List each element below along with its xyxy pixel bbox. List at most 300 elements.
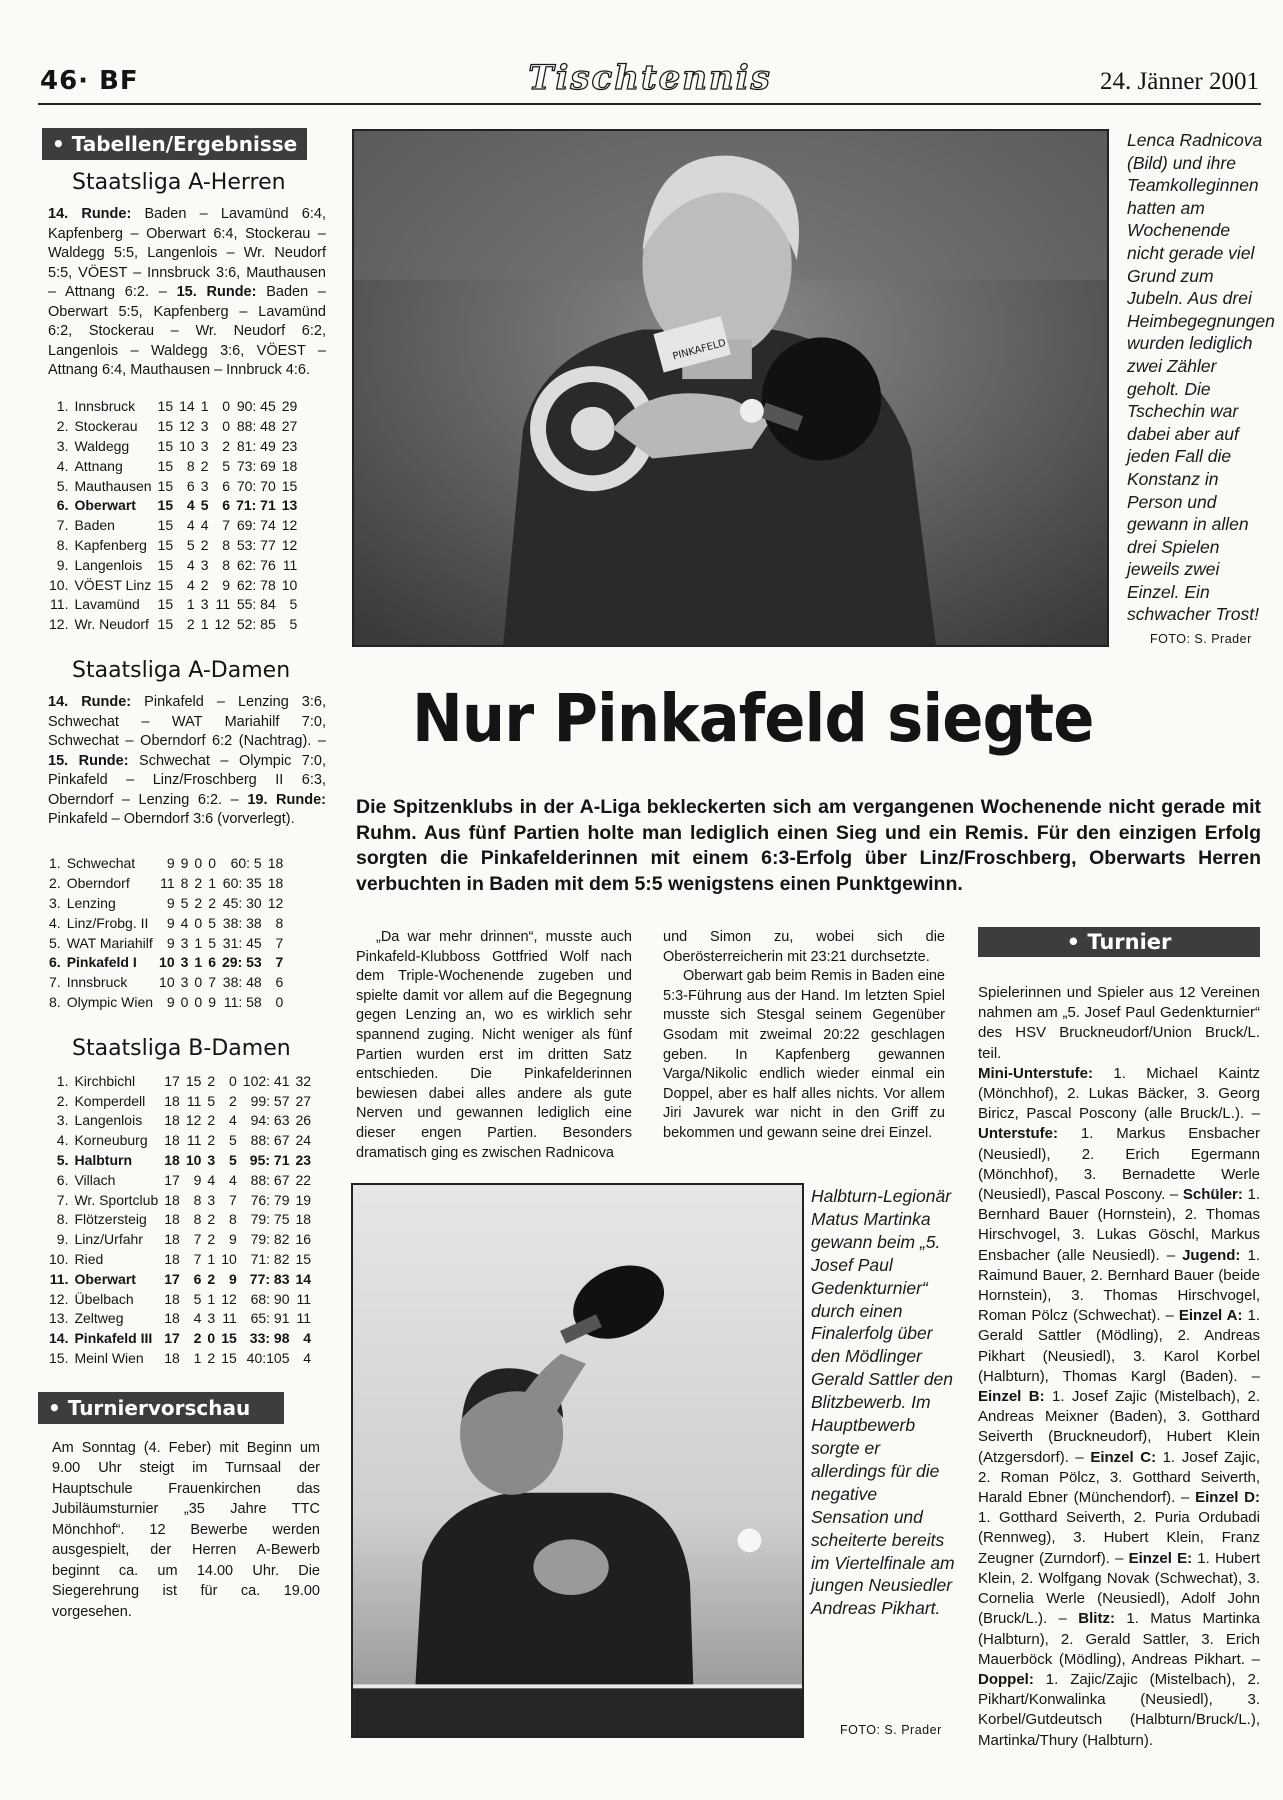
standings-sp: 10 (159, 974, 175, 991)
standings-sp: 15 (157, 536, 174, 553)
standings-row (46, 416, 300, 436)
player-illustration (353, 1185, 802, 1736)
standings-team: VÖEST Linz (74, 576, 152, 593)
standings-pts: 14 (295, 1270, 312, 1287)
standings-s: 9 (180, 855, 189, 872)
herren-standings-table (46, 397, 300, 635)
standings-pts: 4 (303, 1349, 312, 1366)
standings-u: 1 (207, 1290, 216, 1307)
standings-u: 2 (207, 1132, 216, 1149)
standings-n: 6 (222, 497, 231, 514)
standings-rank: 11. (49, 1270, 69, 1287)
standings-s: 12 (185, 1112, 202, 1129)
standings-pts: 8 (275, 914, 284, 931)
standings-sp: 18 (164, 1152, 180, 1169)
body-column-2 (663, 928, 945, 1144)
result-label: 14. Runde: (48, 694, 132, 711)
standings-n: 0 (222, 398, 231, 415)
standings-row (46, 456, 300, 476)
standings-n: 4 (228, 1112, 237, 1129)
standings-s: 8 (193, 1191, 202, 1208)
category-label: Doppel: (978, 1670, 1034, 1688)
standings-n: 2 (222, 437, 231, 454)
standings-row (46, 575, 300, 595)
standings-sets: 40:105 (246, 1349, 290, 1366)
standings-sp: 15 (157, 437, 174, 454)
standings-team: Wr. Sportclub (74, 1191, 159, 1208)
standings-s: 2 (186, 616, 195, 633)
standings-pts: 11 (296, 1290, 312, 1307)
result-text: Pinkafeld – Lenzing 3:6, Schwechat – WAT Mariahilf 7:0, Schwechat – Oberndorf 6:2 (Nachtrag). – (48, 694, 326, 750)
standings-pts: 18 (295, 1211, 312, 1228)
standings-s: 3 (180, 934, 189, 951)
standings-n: 2 (228, 1092, 237, 1109)
standings-pts: 23 (281, 437, 298, 454)
standings-s: 10 (179, 437, 195, 454)
standings-s: 5 (193, 1290, 202, 1307)
standings-u: 1 (200, 616, 209, 633)
standings-s: 12 (179, 418, 195, 435)
body-paragraph: „Da war mehr drinnen“, musste auch Pinkafeld-Klubboss Gottfried Wolf nach dem Triple-Wochenende zugeben und spielte damit vor allem auf die Begegnung gegen Lenzing an, wo es wirklich sehr spannend zuging. Nicht weniger als fünf Partien wurden erst im dritten Satz entschieden. Die Pinkafelderinnen bewiesen dabei alles andere als gute Nerven und gewannen lediglich eine dieser engen Partien. Besonders dramatisch ging es zwischen Radnicova (356, 929, 632, 1161)
standings-pts: 15 (281, 477, 298, 494)
standings-sets: 88: 67 (250, 1132, 290, 1149)
category-label: Unterstufe: (978, 1125, 1059, 1143)
standings-n: 0 (222, 418, 231, 435)
result-text: Schwechat – Olympic 7:0, Pinkafeld – Linz/Froschberg II 6:3, Oberndorf – Lenzing 6:2. – (48, 752, 326, 808)
standings-u: 0 (207, 1330, 216, 1347)
standings-sp: 15 (157, 596, 174, 613)
standings-u: 0 (194, 855, 203, 872)
standings-sets: 79: 75 (250, 1211, 290, 1228)
standings-rank: 3. (49, 895, 61, 912)
photo-martinka (351, 1183, 804, 1738)
standings-n: 5 (222, 457, 231, 474)
standings-n: 7 (222, 517, 231, 534)
standings-n: 8 (222, 556, 231, 573)
standings-rank: 8. (56, 536, 69, 553)
standings-team: Mauthausen (74, 477, 152, 494)
damen-a-standings-table (46, 854, 286, 1012)
standings-sp: 15 (157, 556, 174, 573)
standings-sets: 102: 41 (242, 1072, 290, 1089)
standings-u: 2 (207, 1112, 216, 1129)
standings-u: 0 (194, 914, 203, 931)
category-label: Schüler: (1182, 1186, 1243, 1204)
standings-team: Lenzing (66, 895, 116, 912)
standings-u: 2 (194, 895, 203, 912)
standings-sets: 99: 57 (250, 1092, 290, 1109)
tournament-categories (978, 1064, 1260, 1751)
standings-row (46, 555, 300, 575)
standings-n: 5 (228, 1132, 237, 1149)
standings-row (46, 1348, 314, 1368)
standings-sp: 9 (166, 855, 175, 872)
standings-pts: 15 (295, 1251, 312, 1267)
standings-rank: 9. (56, 556, 69, 573)
standings-rank: 1. (56, 398, 69, 415)
standings-rank: 8. (49, 994, 61, 1011)
standings-sets: 73: 69 (236, 457, 276, 474)
standings-s: 0 (180, 994, 189, 1011)
standings-team: Oberwart (74, 497, 136, 514)
standings-sp: 18 (164, 1191, 180, 1208)
standings-u: 2 (207, 1231, 216, 1248)
standings-s: 11 (186, 1092, 202, 1109)
player-illustration (354, 131, 1107, 645)
left-column (38, 128, 326, 1622)
standings-sp: 15 (157, 477, 174, 494)
standings-sp: 9 (166, 994, 175, 1011)
standings-u: 5 (200, 497, 209, 514)
standings-sp: 17 (164, 1171, 180, 1188)
result-label: 19. Runde: (247, 791, 326, 808)
standings-u: 3 (207, 1152, 216, 1169)
photo-radnicova (352, 129, 1109, 647)
standings-pts: 11 (296, 1310, 312, 1327)
standings-sets: 77: 83 (249, 1270, 290, 1287)
standings-row (46, 1170, 314, 1190)
standings-sets: 90: 45 (236, 398, 276, 415)
standings-pts: 23 (295, 1152, 312, 1169)
standings-s: 7 (193, 1251, 202, 1267)
standings-n: 9 (228, 1231, 237, 1248)
standings-u: 2 (200, 536, 209, 553)
standings-pts: 32 (295, 1072, 312, 1089)
standings-rank: 5. (49, 934, 61, 951)
standings-u: 3 (200, 477, 209, 494)
standings-n: 8 (228, 1211, 237, 1228)
category-results: 1. Josef Zajic (Mistelbach), 2. Andreas Meixner (Baden), 3. Gotthard Seiverth (Bruckneudorf), Hubert Klein (Atzgersdorf). – (978, 1388, 1260, 1466)
standings-sets: 81: 49 (236, 437, 276, 454)
result-label: 15. Runde: (48, 752, 129, 769)
damen-b-title: Staatsliga B-Damen (72, 1035, 291, 1061)
standings-pts: 27 (281, 418, 298, 435)
standings-rank: 2. (56, 418, 69, 435)
tournament-intro: Spielerinnen und Spieler aus 12 Vereinen nahmen am „5. Josef Paul Gedenkturnier“ des HSV Bruckneudorf/Union Bruck/L. teil. (978, 984, 1260, 1062)
standings-sets: 95: 71 (249, 1152, 290, 1169)
standings-sets: 53: 77 (236, 536, 276, 553)
standings-team: Korneuburg (74, 1132, 148, 1149)
header-rule (38, 103, 1261, 105)
standings-pts: 18 (267, 875, 284, 892)
standings-row (46, 1249, 314, 1269)
standings-sp: 18 (164, 1251, 180, 1267)
standings-u: 2 (207, 1072, 216, 1089)
standings-n: 15 (221, 1349, 237, 1366)
standings-pts: 10 (281, 576, 298, 593)
standings-row (46, 893, 286, 913)
tables-results-heading: • Tabellen/Ergebnisse (42, 128, 307, 160)
standings-n: 5 (228, 1152, 237, 1169)
standings-pts: 12 (281, 536, 298, 553)
standings-sets: 65: 91 (250, 1310, 290, 1327)
standings-rank: 12. (49, 616, 69, 633)
standings-u: 3 (200, 596, 209, 613)
standings-u: 5 (207, 1092, 216, 1109)
standings-s: 7 (193, 1231, 202, 1248)
standings-sp: 11 (160, 875, 175, 892)
standings-sp: 15 (157, 457, 174, 474)
standings-team: Kapfenberg (74, 536, 147, 553)
standings-sets: 88: 48 (236, 418, 276, 435)
standings-pts: 6 (275, 974, 284, 991)
section-title: Tischtennis (528, 58, 772, 98)
standings-n: 15 (221, 1330, 237, 1347)
standings-row (46, 1130, 314, 1150)
standings-sets: 88: 67 (250, 1171, 290, 1188)
standings-u: 3 (207, 1191, 216, 1208)
standings-n: 12 (221, 1290, 237, 1307)
standings-s: 4 (186, 497, 195, 514)
standings-n: 0 (228, 1072, 237, 1089)
standings-u: 4 (200, 517, 209, 534)
standings-sets: 76: 79 (250, 1191, 290, 1208)
standings-pts: 29 (281, 398, 298, 415)
standings-team: Attnang (74, 457, 123, 474)
standings-rank: 7. (56, 517, 69, 534)
standings-u: 2 (200, 457, 209, 474)
standings-team: Pinkafeld I (66, 954, 137, 971)
standings-team: Langenlois (74, 556, 143, 573)
standings-u: 1 (200, 398, 209, 415)
standings-rank: 3. (56, 437, 69, 454)
issue-date: 24. Jänner 2001 (1100, 68, 1259, 95)
standings-team: Ried (74, 1251, 104, 1267)
standings-rank: 2. (49, 875, 61, 892)
standings-sets: 62: 76 (236, 556, 276, 573)
standings-rank: 8. (56, 1211, 69, 1228)
standings-sp: 17 (164, 1072, 180, 1089)
standings-team: Waldegg (74, 437, 130, 454)
standings-s: 11 (186, 1132, 202, 1149)
standings-team: Lavamünd (74, 596, 140, 613)
standings-s: 6 (186, 477, 195, 494)
standings-sp: 18 (164, 1092, 180, 1109)
standings-n: 12 (214, 616, 231, 633)
standings-sp: 18 (164, 1290, 180, 1307)
shirt-label: PINKAFELD (671, 337, 728, 363)
standings-sets: 45: 30 (222, 895, 262, 912)
standings-u: 3 (200, 418, 209, 435)
standings-rank: 6. (56, 1171, 69, 1188)
standings-row (46, 594, 300, 614)
standings-team: Baden (74, 517, 115, 534)
category-label: Einzel E: (1128, 1549, 1193, 1567)
standings-sets: 55: 84 (236, 596, 276, 613)
standings-u: 3 (207, 1310, 216, 1327)
standings-sp: 9 (166, 914, 175, 931)
standings-n: 7 (208, 974, 217, 991)
standings-sp: 15 (157, 616, 174, 633)
standings-s: 8 (186, 457, 195, 474)
standings-pts: 26 (295, 1112, 312, 1129)
category-label: Einzel C: (1090, 1448, 1157, 1466)
standings-s: 3 (180, 974, 189, 991)
standings-row (46, 1190, 314, 1210)
standings-n: 6 (222, 477, 231, 494)
category-results: 1. Hubert Klein, 2. Wolfgang Novak (Schwechat), 3. Cornelia Werle (Neusiedl), Adolf John (Bruck/L.). – (978, 1549, 1261, 1628)
standings-rank: 10. (49, 576, 69, 593)
category-results: 1. Raimund Bauer, 2. Bernhard Bauer (beide Hornstein), 3. Thomas Hirschvogel, Roman Pölcz (Schwechat). – (978, 1246, 1260, 1325)
standings-rank: 9. (56, 1231, 69, 1248)
category-results: 1. Michael Kaintz (Mönchhof), 2. Lukas Bäcker, 3. Georg Biricz, Pascal Poscony (alle Bruck/L.). – (978, 1064, 1260, 1123)
standings-pts: 16 (295, 1231, 312, 1248)
standings-sets: 79: 82 (250, 1231, 290, 1248)
standings-s: 1 (186, 596, 195, 613)
standings-row (46, 1091, 314, 1111)
standings-team: Meinl Wien (74, 1349, 144, 1366)
standings-sp: 18 (164, 1132, 180, 1149)
category-label: Einzel D: (1195, 1489, 1261, 1507)
standings-sets: 68: 90 (250, 1290, 290, 1307)
standings-n: 8 (222, 536, 231, 553)
preview-text: Am Sonntag (4. Feber) mit Beginn um 9.00 Uhr steigt im Turnsaal der Hauptschule Frauenkirchen das Jubiläumsturnier „35 Jahre TTC Mönchhof“. 12 Bewerbe werden ausgespielt, der Herren A-Bewerb beginnt ca. um 14.00 Uhr. Die Siegerehrung ist für ca. 19.00 vorgesehen. (52, 1439, 320, 1620)
standings-n: 10 (221, 1251, 237, 1267)
category-label: Blitz: (1078, 1610, 1115, 1628)
standings-pts: 19 (295, 1191, 312, 1208)
standings-n: 7 (228, 1191, 237, 1208)
standings-s: 4 (186, 517, 195, 534)
herren-title: Staatsliga A-Herren (72, 170, 286, 195)
standings-rank: 2. (56, 1092, 69, 1109)
standings-team: Schwechat (66, 855, 136, 872)
category-label: Jugend: (1182, 1246, 1241, 1264)
standings-team: Wr. Neudorf (74, 616, 149, 633)
result-text: Baden – Oberwart 5:5, Kapfenberg – Lavamünd 6:2, Stockerau – Wr. Neudorf 6:2, Langenlois – Waldegg 3:6, VÖEST – Attnang 6:4, Mauthausen – Innbruck 4:6. (48, 284, 326, 378)
standings-team: Zeltweg (74, 1310, 124, 1327)
standings-s: 10 (185, 1152, 202, 1169)
category-results: 1. Gotthard Seiverth, 2. Puria Ordubadi (Rennweg), 3. Hubert Klein, Franz Zeugner (Zurndorf). – (978, 1509, 1260, 1567)
damen-b-standings-table (46, 1071, 314, 1368)
standings-s: 15 (185, 1072, 202, 1089)
standings-row (46, 515, 300, 535)
standings-team: Halbturn (74, 1152, 133, 1169)
category-label: Einzel A: (1178, 1307, 1243, 1325)
tournament-results (978, 983, 1260, 1751)
standings-n: 5 (208, 914, 217, 931)
standings-n: 5 (208, 934, 217, 951)
standings-row (46, 397, 300, 417)
standings-row (46, 1071, 314, 1091)
standings-u: 2 (194, 875, 203, 892)
standings-rank: 4. (56, 1132, 69, 1149)
article-headline: Nur Pinkafeld siegte (412, 680, 1094, 757)
standings-rank: 14. (49, 1330, 69, 1347)
photo2-caption: Halbturn-Legionär Matus Martinka gewann beim „5. Josef Paul Gedenkturnier“ durch einen Finalerfolg über den Mödlinger Gerald Sattler den Blitzbewerb. Im Hauptbewerb sorgte er allerdings für die negative Sensation und scheiterte bereits im Viertelfinale am jungen Neusiedler Andreas Pikhart. (811, 1186, 955, 1619)
standings-sets: 69: 74 (236, 517, 276, 534)
damen-a-results (38, 693, 326, 830)
standings-sp: 9 (166, 895, 175, 912)
standings-u: 1 (194, 954, 203, 971)
body-paragraph: und Simon zu, wobei sich die Oberösterreicherin mit 23:21 durchsetzte. (663, 929, 945, 965)
standings-u: 2 (207, 1349, 216, 1366)
standings-sets: 94: 63 (250, 1112, 290, 1129)
standings-rank: 7. (49, 974, 61, 991)
standings-row (46, 1210, 314, 1230)
standings-pts: 5 (289, 616, 298, 633)
standings-s: 2 (193, 1330, 202, 1347)
standings-pts: 11 (282, 556, 298, 573)
standings-s: 3 (180, 954, 189, 971)
standings-n: 11 (222, 1310, 237, 1327)
standings-row (46, 436, 300, 456)
standings-row (46, 495, 300, 515)
standings-row (46, 953, 286, 973)
result-label: 14. Runde: (48, 206, 132, 222)
standings-pts: 27 (295, 1092, 312, 1109)
standings-pts: 5 (289, 596, 298, 613)
standings-sp: 17 (164, 1330, 180, 1347)
tournament-heading: • Turnier (978, 927, 1260, 957)
page-number: 46· BF (40, 66, 139, 96)
standings-row (46, 854, 286, 874)
standings-n: 1 (208, 875, 217, 892)
standings-sp: 18 (164, 1349, 180, 1366)
standings-row (46, 913, 286, 933)
standings-u: 4 (207, 1171, 216, 1188)
standings-n: 4 (228, 1171, 237, 1188)
standings-row (46, 1150, 314, 1170)
standings-rank: 3. (56, 1112, 69, 1129)
standings-u: 1 (194, 934, 203, 951)
standings-team: Oberndorf (66, 875, 130, 892)
category-results: 1. Markus Ensbacher (Neusiedl), 2. Erich Egermann (Mönchhof), 3. Bernadette Werle (Neusiedl), Pascal Poscony. – (978, 1125, 1260, 1204)
standings-pts: 4 (303, 1330, 312, 1347)
standings-sp: 15 (157, 497, 174, 514)
standings-u: 2 (207, 1211, 216, 1228)
standings-row (46, 1309, 314, 1329)
standings-s: 5 (186, 536, 195, 553)
standings-team: Flötzersteig (74, 1211, 147, 1228)
damen-a-title: Staatsliga A-Damen (72, 658, 291, 684)
category-results: 1. Zajic/Zajic (Mistelbach), 2. Pikhart/Konwalinka (Neusiedl), 3. Korbel/Gutdeutsch (Halbturn/Bruck/L.), Martinka/Thury (Halbturn). (978, 1670, 1260, 1749)
standings-rank: 4. (56, 457, 69, 474)
standings-rank: 1. (49, 855, 61, 872)
standings-sp: 15 (157, 576, 174, 593)
standings-team: Stockerau (74, 418, 138, 435)
standings-team: WAT Mariahilf (66, 934, 153, 951)
standings-n: 9 (208, 994, 217, 1011)
standings-sets: 31: 45 (222, 934, 262, 951)
standings-row (46, 1269, 314, 1289)
standings-s: 1 (193, 1349, 202, 1366)
category-results: 1. Gerald Sattler (Mödling), 2. Andreas Pikhart (Neusiedl), 3. Karol Korbel (Halbturn), Thomas Kargl (Baden). – (978, 1307, 1260, 1385)
standings-row (46, 972, 286, 992)
photo1-caption: Lenca Radnicova (Bild) und ihre Teamkolleginnen hatten am Wochenende nicht gerade viel Grund zum Jubeln. Aus drei Heimbegegnungen wurden lediglich zwei Zähler geholt. Die Tschechin war dabei aber auf jeden Fall die Konstanz in Person und gewann in allen drei Spielen jeweils zwei Einzel. Ein schwacher Trost! (1127, 130, 1275, 625)
standings-rank: 7. (56, 1191, 69, 1208)
standings-rank: 4. (49, 914, 61, 931)
standings-sp: 18 (164, 1310, 180, 1327)
standings-rank: 1. (56, 1072, 69, 1089)
standings-rank: 6. (49, 954, 61, 971)
standings-u: 2 (200, 576, 209, 593)
standings-n: 0 (208, 855, 217, 872)
result-label: 15. Runde: (176, 284, 257, 300)
result-text: Pinkafeld – Oberndorf 3:6 (vorverlegt). (48, 811, 295, 828)
standings-team: Innsbruck (66, 974, 128, 991)
standings-rank: 6. (56, 497, 69, 514)
standings-sets: 29: 53 (222, 954, 262, 971)
standings-pts: 12 (267, 895, 284, 912)
category-label: Einzel B: (978, 1388, 1045, 1406)
standings-sets: 62: 78 (236, 576, 276, 593)
standings-sets: 52: 85 (236, 616, 276, 633)
standings-team: Olympic Wien (66, 994, 154, 1011)
standings-sp: 18 (164, 1231, 180, 1248)
herren-results (38, 205, 326, 381)
standings-rank: 10. (49, 1251, 69, 1267)
standings-team: Linz/Urfahr (74, 1231, 143, 1248)
